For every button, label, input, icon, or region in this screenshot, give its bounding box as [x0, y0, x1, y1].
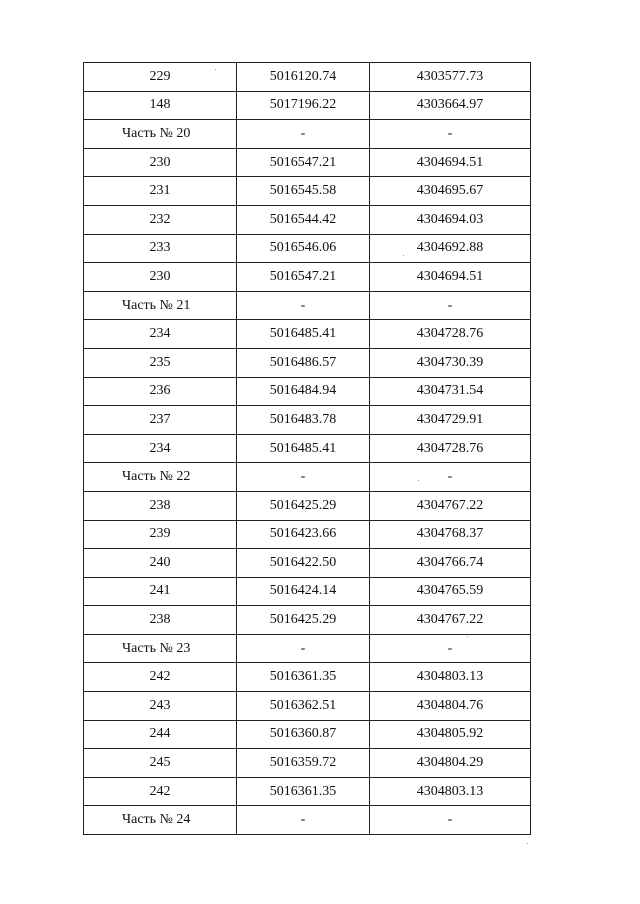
y-coordinate-cell: 4304694.51 — [370, 263, 531, 292]
y-coordinate-cell: 4304803.13 — [370, 663, 531, 692]
part-label-cell: Часть № 20 — [84, 120, 237, 149]
table-row — [84, 406, 531, 435]
point-number-cell: 241 — [84, 577, 237, 606]
x-coordinate-cell: 5016362.51 — [237, 692, 370, 721]
x-coordinate-cell: 5016361.35 — [237, 663, 370, 692]
x-coordinate-cell: 5016485.41 — [237, 320, 370, 349]
table-row — [84, 177, 531, 206]
table-row — [84, 549, 531, 578]
table-row — [84, 205, 531, 234]
y-coordinate-cell: 4304804.76 — [370, 692, 531, 721]
scan-speck — [527, 843, 528, 844]
x-coordinate-cell: - — [237, 120, 370, 149]
x-coordinate-cell: 5016485.41 — [237, 434, 370, 463]
table-row — [84, 606, 531, 635]
scan-speck — [215, 69, 216, 70]
y-coordinate-cell: - — [370, 291, 531, 320]
x-coordinate-cell: - — [237, 291, 370, 320]
table-row — [84, 63, 531, 92]
y-coordinate-cell: 4304804.29 — [370, 749, 531, 778]
x-coordinate-cell: 5016484.94 — [237, 377, 370, 406]
point-number-cell: 237 — [84, 406, 237, 435]
part-header-row — [84, 634, 531, 663]
scan-speck — [467, 636, 468, 637]
y-coordinate-cell: 4304728.76 — [370, 434, 531, 463]
y-coordinate-cell: - — [370, 463, 531, 492]
table-row — [84, 749, 531, 778]
table-row — [84, 320, 531, 349]
table-row — [84, 777, 531, 806]
x-coordinate-cell: 5016361.35 — [237, 777, 370, 806]
y-coordinate-cell: 4304728.76 — [370, 320, 531, 349]
table-row — [84, 263, 531, 292]
point-number-cell: 244 — [84, 720, 237, 749]
x-coordinate-cell: 5016483.78 — [237, 406, 370, 435]
table-row — [84, 234, 531, 263]
part-header-row — [84, 291, 531, 320]
x-coordinate-cell: 5016545.58 — [237, 177, 370, 206]
y-coordinate-cell: - — [370, 120, 531, 149]
table-row — [84, 148, 531, 177]
y-coordinate-cell: - — [370, 806, 531, 835]
point-number-cell: 239 — [84, 520, 237, 549]
x-coordinate-cell: 5016360.87 — [237, 720, 370, 749]
x-coordinate-cell: 5016425.29 — [237, 491, 370, 520]
point-number-cell: 234 — [84, 320, 237, 349]
point-number-cell: 245 — [84, 749, 237, 778]
point-number-cell: 229 — [84, 63, 237, 92]
x-coordinate-cell: 5016486.57 — [237, 348, 370, 377]
x-coordinate-cell: 5016424.14 — [237, 577, 370, 606]
y-coordinate-cell: 4304692.88 — [370, 234, 531, 263]
table-row — [84, 577, 531, 606]
x-coordinate-cell: - — [237, 806, 370, 835]
point-number-cell: 233 — [84, 234, 237, 263]
part-label-cell: Часть № 23 — [84, 634, 237, 663]
y-coordinate-cell: 4304767.22 — [370, 491, 531, 520]
y-coordinate-cell: 4303664.97 — [370, 91, 531, 120]
point-number-cell: 242 — [84, 663, 237, 692]
y-coordinate-cell: 4304767.22 — [370, 606, 531, 635]
point-number-cell: 230 — [84, 263, 237, 292]
part-label-cell: Часть № 21 — [84, 291, 237, 320]
x-coordinate-cell: 5016120.74 — [237, 63, 370, 92]
y-coordinate-cell: 4304694.51 — [370, 148, 531, 177]
y-coordinate-cell: 4304805.92 — [370, 720, 531, 749]
point-number-cell: 148 — [84, 91, 237, 120]
y-coordinate-cell: 4304695.67 — [370, 177, 531, 206]
part-label-cell: Часть № 24 — [84, 806, 237, 835]
x-coordinate-cell: 5016544.42 — [237, 205, 370, 234]
x-coordinate-cell: 5016546.06 — [237, 234, 370, 263]
scan-speck — [418, 480, 419, 481]
x-coordinate-cell: 5016547.21 — [237, 148, 370, 177]
coordinates-table — [83, 62, 531, 835]
table-row — [84, 91, 531, 120]
y-coordinate-cell: 4304731.54 — [370, 377, 531, 406]
part-header-row — [84, 120, 531, 149]
table-row — [84, 348, 531, 377]
y-coordinate-cell: 4304694.03 — [370, 205, 531, 234]
y-coordinate-cell: 4304729.91 — [370, 406, 531, 435]
y-coordinate-cell: 4304730.39 — [370, 348, 531, 377]
x-coordinate-cell: 5016423.66 — [237, 520, 370, 549]
point-number-cell: 238 — [84, 606, 237, 635]
y-coordinate-cell: 4304768.37 — [370, 520, 531, 549]
x-coordinate-cell: 5016422.50 — [237, 549, 370, 578]
part-header-row — [84, 806, 531, 835]
point-number-cell: 240 — [84, 549, 237, 578]
point-number-cell: 235 — [84, 348, 237, 377]
point-number-cell: 243 — [84, 692, 237, 721]
point-number-cell: 236 — [84, 377, 237, 406]
x-coordinate-cell: 5016359.72 — [237, 749, 370, 778]
point-number-cell: 232 — [84, 205, 237, 234]
part-label-cell: Часть № 22 — [84, 463, 237, 492]
x-coordinate-cell: 5016547.21 — [237, 263, 370, 292]
x-coordinate-cell: - — [237, 463, 370, 492]
x-coordinate-cell: 5016425.29 — [237, 606, 370, 635]
table-row — [84, 491, 531, 520]
point-number-cell: 242 — [84, 777, 237, 806]
table-row — [84, 434, 531, 463]
x-coordinate-cell: - — [237, 634, 370, 663]
y-coordinate-cell: 4304803.13 — [370, 777, 531, 806]
coordinates-table-body — [84, 63, 531, 835]
point-number-cell: 231 — [84, 177, 237, 206]
point-number-cell: 234 — [84, 434, 237, 463]
table-row — [84, 692, 531, 721]
table-row — [84, 663, 531, 692]
scan-speck — [403, 255, 404, 256]
y-coordinate-cell: 4304766.74 — [370, 549, 531, 578]
point-number-cell: 230 — [84, 148, 237, 177]
table-row — [84, 720, 531, 749]
part-header-row — [84, 463, 531, 492]
y-coordinate-cell: 4304765.59 — [370, 577, 531, 606]
x-coordinate-cell: 5017196.22 — [237, 91, 370, 120]
y-coordinate-cell: 4303577.73 — [370, 63, 531, 92]
point-number-cell: 238 — [84, 491, 237, 520]
table-row — [84, 520, 531, 549]
table-row — [84, 377, 531, 406]
y-coordinate-cell: - — [370, 634, 531, 663]
